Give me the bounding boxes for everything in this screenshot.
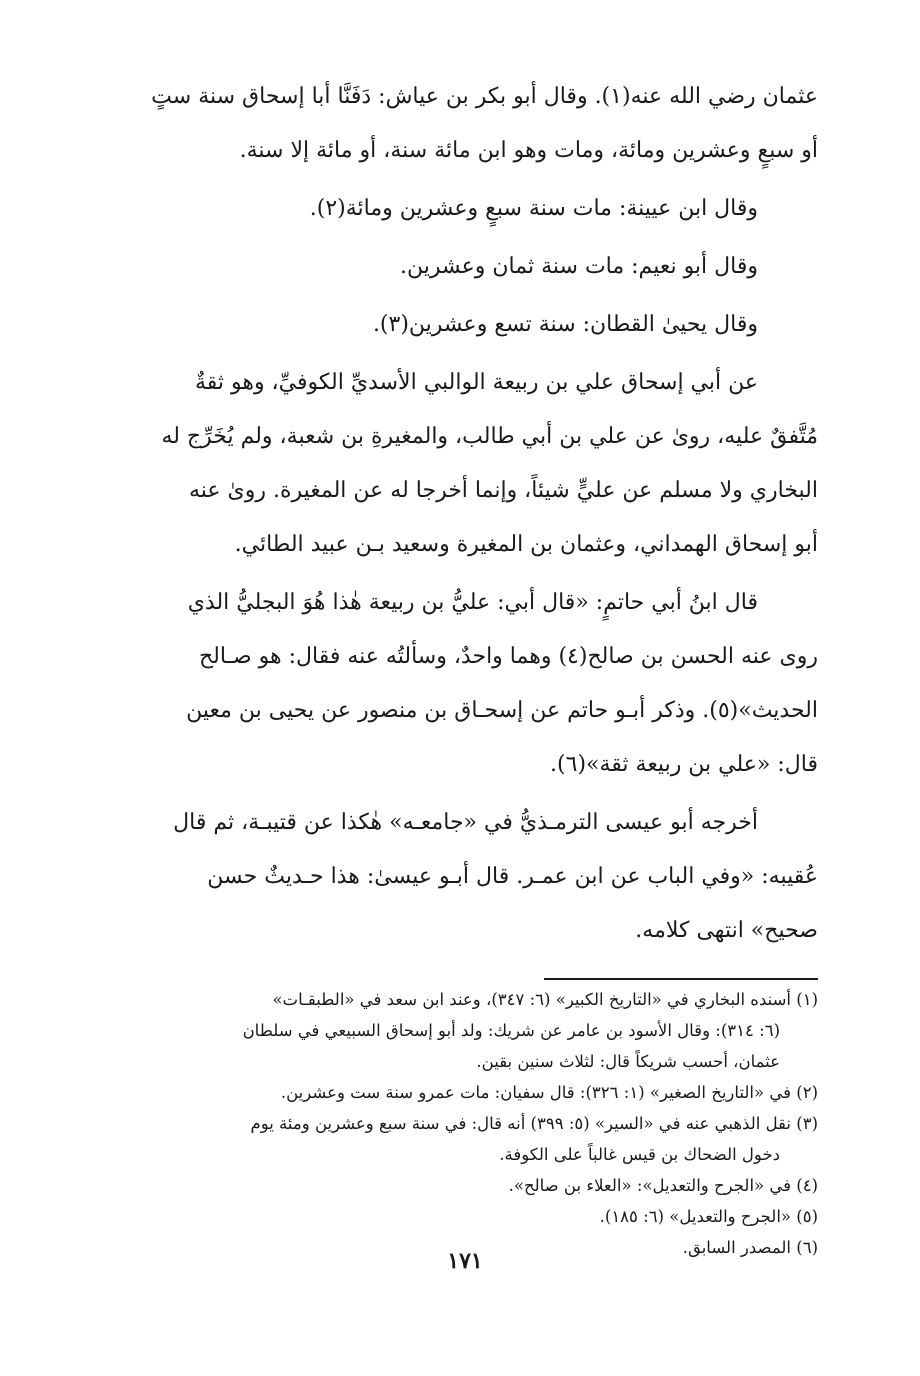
footnote-divider <box>544 978 818 980</box>
main-line: أخرجه أبو عيسى الترمـذيُّ في «جامعـه» هٰكذا عن قتيبـة، ثم قال <box>173 810 758 835</box>
main-line: صحيح» انتهى كلامه. <box>635 918 818 943</box>
footnote-line: دخول الضحاك بن قيس غالباً على الكوفة. <box>499 1145 780 1164</box>
footnote-line: (٤) في «الجرح والتعديل»: «العلاء بن صالح». <box>508 1176 818 1195</box>
footnote-line: (٢) في «التاريخ الصغير» (١: ٣٢٦): قال سفيان: مات عمرو سنة ست وعشرين. <box>280 1083 818 1102</box>
main-text <box>112 70 818 958</box>
footnote-line: عثمان، أحسب شريكاً قال: لثلاث سنين بقين. <box>476 1052 780 1071</box>
main-line: عثمان رضي الله عنه(١). وقال أبو بكر بن عياش: دَفَنَّا أبا إسحاق سنة ستٍ <box>151 84 818 109</box>
footnote-line: (٦) المصدر السابق. <box>682 1238 818 1257</box>
main-line: أبو إسحاق الهمداني، وعثمان بن المغيرة وسعيد بـن عبيد الطائي. <box>234 532 818 557</box>
footnote-line: (٥) «الجرح والتعديل» (٦: ١٨٥). <box>599 1207 818 1226</box>
footnote-line: (١) أسنده البخاري في «التاريخ الكبير» (٦: ٣٤٧)، وعند ابن سعد في «الطبقـات» <box>272 990 818 1009</box>
main-line: قال: «علي بن ربيعة ثقة»(٦). <box>550 752 818 777</box>
main-line: روى عنه الحسن بن صالح(٤) وهما واحدٌ، وسألتُه عنه فقال: هو صـالح <box>198 644 818 669</box>
footnote-line: (٣) نقل الذهبي عنه في «السير» (٥: ٣٩٩) أنه قال: في سنة سبع وعشرين ومئة يوم <box>250 1114 818 1133</box>
main-line: أو سبعٍ وعشرين ومائة، ومات وهو ابن مائة سنة، أو مائة إلا سنة. <box>239 138 818 163</box>
footnote-line: (٦: ٣١٤): وقال الأسود بن عامر عن شريك: ولد أبو إسحاق السبيعي في سلطان <box>242 1021 780 1040</box>
main-line: عن أبي إسحاق علي بن ربيعة الوالبي الأسديِّ الكوفيِّ، وهو ثقةٌ <box>194 370 758 395</box>
main-line: الحديث»(٥). وذكر أبـو حاتم عن إسحـاق بن منصور عن يحيى بن معين <box>186 698 818 723</box>
main-line: البخاري ولا مسلم عن عليٍّ شيئاً، وإنما أخرجا له عن المغيرة. روىٰ عنه <box>188 478 818 503</box>
main-line: وقال يحيىٰ القطان: سنة تسع وعشرين(٣). <box>372 312 758 337</box>
main-line: وقال أبو نعيم: مات سنة ثمان وعشرين. <box>400 254 758 279</box>
page-number: ١٧١ <box>447 1248 483 1274</box>
document-page <box>112 70 818 1320</box>
main-line: وقال ابن عيينة: مات سنة سبعٍ وعشرين ومائة(٢). <box>309 196 758 221</box>
main-line: عُقيبه: «وفي الباب عن ابن عمـر. قال أبـو عيسىٰ: هذا حـديثٌ حسن <box>207 864 818 889</box>
footnotes <box>112 984 818 1263</box>
main-line: مُتَّفقٌ عليه، روىٰ عن علي بن أبي طالب، والمغيرةِ بن شعبة، ولم يُخَرِّج له <box>161 424 818 449</box>
main-line: قال ابنُ أبي حاتمٍ: «قال أبي: عليُّ بن ربيعة هٰذا هُوَ البجليُّ الذي <box>187 590 758 615</box>
